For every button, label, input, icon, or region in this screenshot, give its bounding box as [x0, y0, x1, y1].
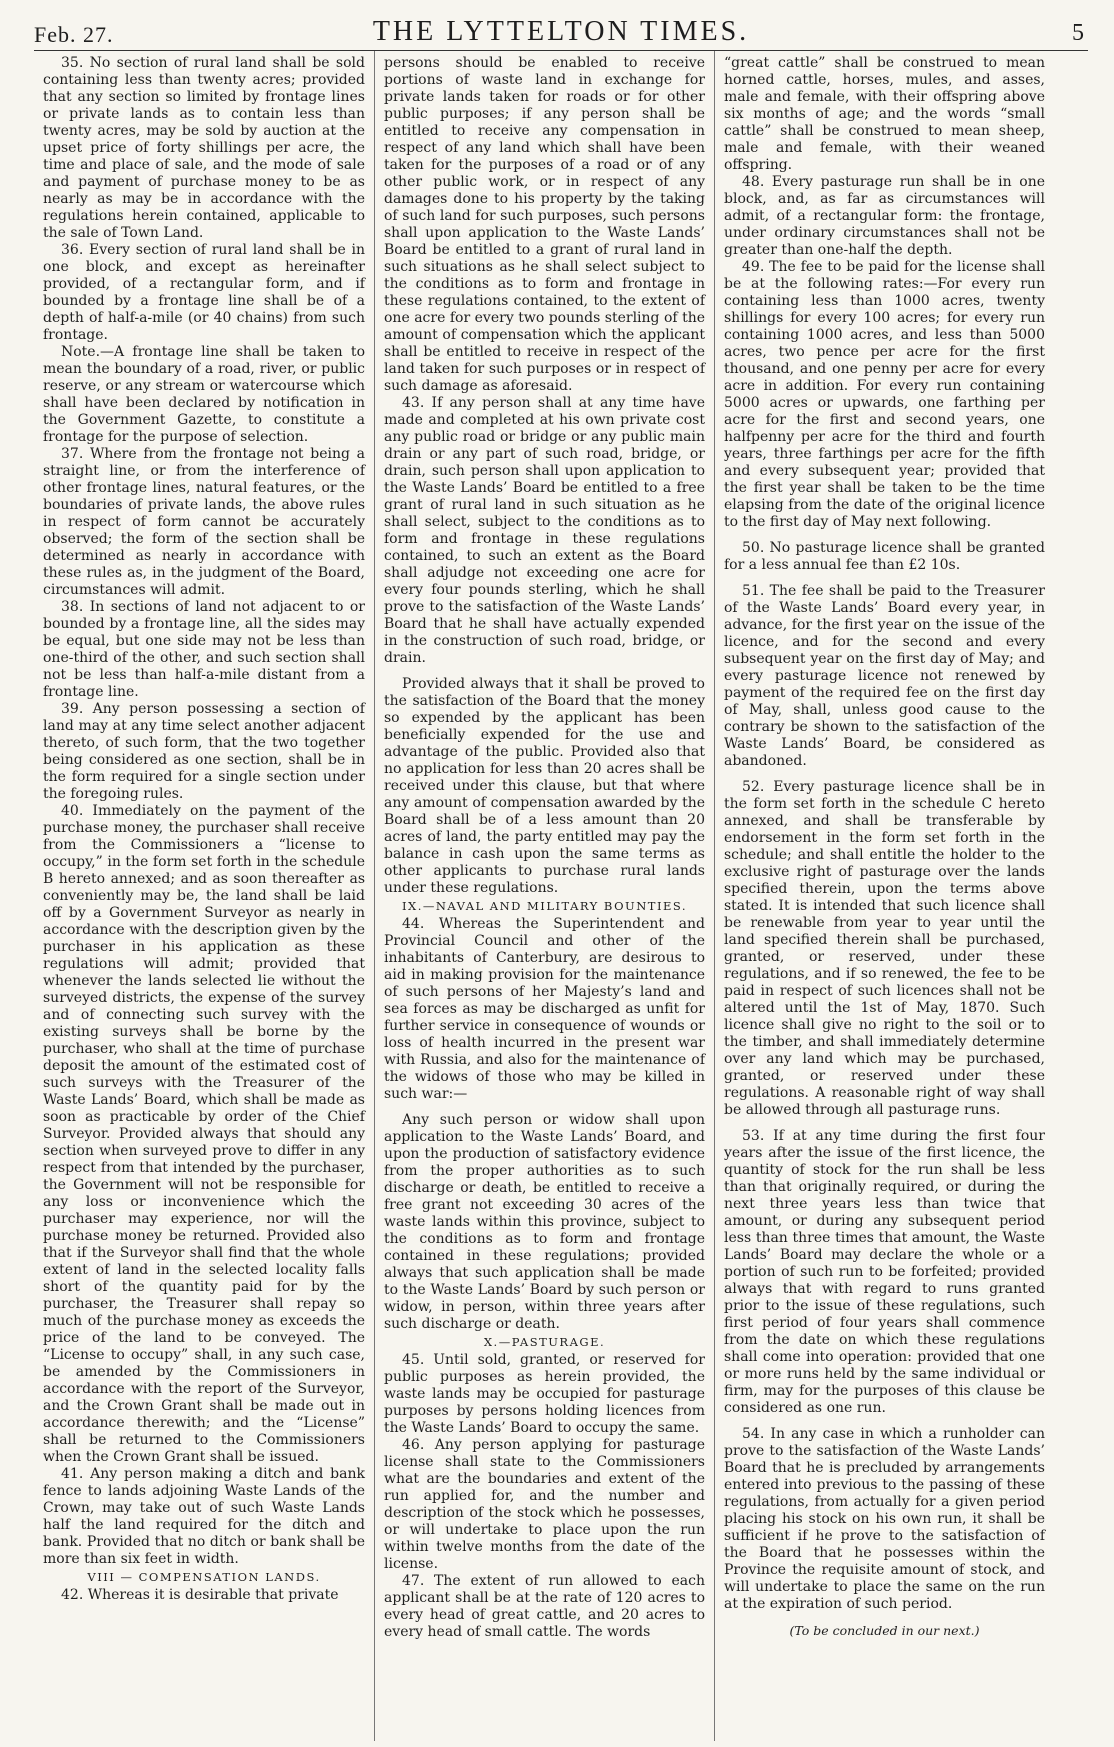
- section-heading-x: X.—PASTURAGE.: [483, 1334, 606, 1349]
- clause-47-start: 47. The extent of run allowed to each applicant shall be at the rate of 120 acres to every head of great cattle, and 20 acres to every head of small cattle. The words: [384, 1572, 705, 1640]
- clause-48: 48. Every pasturage run shall be in one block, and, as far as circumstances will admit, of a rectangular form: the frontage, under ordinary circumstances shall not be greater than one-half the depth.: [724, 174, 1045, 258]
- clause-42-continued: persons should be enabled to receive portions of waste land in exchange for private lands taken for roads or for other public purposes; if any person shall be entitled to receive any compensation in respect of any land which shall have been taken for the purposes of a road or of any other public work, or in respect of any damages done to his property by the taking of such land for such purposes, such persons shall upon application to the Waste Lands’ Board be entitled to a grant of rural land in such situations as he shall select subject to the conditions as to form and frontage in these regulations contained, to the extent of one acre for every two pounds sterling of the amount of compensation which the applicant shall be entitled to receive in respect of the land taken for such purposes or in respect of such damage as aforesaid.: [384, 55, 705, 394]
- clause-51: 51. The fee shall be paid to the Treasurer of the Waste Lands’ Board every year, in advance, for the first year on the issue of the licence, and for the second and every subsequent year on the first day of May; and every pasturage licence not renewed by payment of the required fee on the first day of May, shall, unless good cause to the contrary be shown to the satisfaction of the Waste Lands’ Board, be considered as abandoned.: [724, 583, 1045, 769]
- clause-44: 44. Whereas the Superintendent and Provincial Council and other of the inhabitants of Canterbury, are desirous to aid in making provision for the maintenance of such persons of her Majesty’s land and sea forces as may be discharged as unfit for further service in consequence of wounds or loss of health incurred in the present war with Russia, and also for the maintenance of the widows of those who may be killed in such war:—: [384, 915, 705, 1102]
- clause-49: 49. The fee to be paid for the license shall be at the following rates:—For every run containing less than 1000 acres, twenty shillings for every 100 acres; for every run containing 1000 acres, and less than 5000 acres, two pence per acre for the first thousand, and one penny per acre for every acre in addition. For every run containing 5000 acres or upwards, one farthing per acre for the first and second years, one halfpenny per acre for the third and fourth years, three farthings per acre for the fifth and every subsequent year; provided that the first year shall be taken to be the time elapsing from the date of the original licence to the first day of May next following.: [724, 259, 1045, 530]
- section-heading-ix: IX.—NAVAL AND MILITARY BOUNTIES.: [401, 899, 688, 913]
- article-columns: [34, 50, 1088, 1741]
- clause-40: 40. Immediately on the payment of the purchase money, the purchaser shall receive from the Commissioners a “license to occupy,” in the form set forth in the schedule B hereto annexed; and as soon thereafter as conveniently may be, the land shall be laid off by a Government Surveyor as nearly in accordance with the description given by the purchaser in his application as these regulations will admit; provided that whenever the lands selected lie without the surveyed districts, the expense of the survey and of connecting such survey with the existing surveys shall be borne by the purchaser, who shall at the time of purchase deposit the amount of the estimated cost of such surveys with the Treasurer of the Waste Lands’ Board, which shall be made as soon as practicable by order of the Chief Surveyor. Provided always that should any section when surveyed prove to differ in any respect from that intended by the purchaser, the Government will not be responsible for any loss or inconvenience which the purchaser may experience, nor will the purchase money be returned. Provided also that if the Surveyor shall find that the whole extent of land in the selected locality falls short of the quantity paid for by the purchaser, the Treasurer shall repay so much of the purchase money as exceeds the price of the land to be conveyed. The “License to occupy” shall, in any such case, be amended by the Commissioners in accordance with the report of the Surveyor, and the Crown Grant shall be made out in accordance therewith; and the “License” shall be returned to the Commissioners when the Crown Grant shall be issued.: [43, 803, 365, 1465]
- column-1: [34, 51, 374, 1741]
- clause-42-start: 42. Whereas it is desirable that private: [61, 1586, 339, 1603]
- clause-53: 53. If at any time during the first four years after the issue of the first licence, the quantity of stock for the run shall be less than that originally required, or during the next three years less than twice that amount, or during any subsequent period less than three times that amount, the Waste Lands’ Board may declare the whole or a portion of such run to be forfeited; provided always that with regard to runs granted prior to the issue of these regulations, such first period of four years shall commence from the date on which these regulations shall come into operation: provided that one or more runs held by the same individual or firm, may for the purposes of this clause be considered as one run.: [724, 1128, 1045, 1416]
- section-heading-viii: VIII — COMPENSATION LANDS.: [87, 1570, 321, 1584]
- clause-44-provision: Any such person or widow shall upon application to the Waste Lands’ Board, and upon the production of satisfactory evidence from the proper authorities as to such discharge or death, be entitled to receive a free grant not exceeding 30 acres of the waste lands within this province, subject to the conditions as to form and frontage contained in these regulations; provided always that such application shall be made to the Waste Lands’ Board by such person or widow, in person, within three years after such discharge or death.: [384, 1111, 705, 1332]
- clause-47-continued: “great cattle” shall be construed to mean horned cattle, horses, mules, and asses, male and female, with their offspring above six months of age; and the words “small cattle” shall be construed to mean sheep, male and female, with their weaned offspring.: [724, 55, 1045, 173]
- clause-37: 37. Where from the frontage not being a straight line, or from the interference of other frontage lines, natural features, or the boundaries of private lands, the above rules in respect of form cannot be accurately observed; the form of the section shall be determined as nearly in accordance with these rules as, in the judgment of the Board, circumstances will admit.: [43, 446, 365, 598]
- page-number: 5: [1072, 20, 1084, 46]
- newspaper-title: THE LYTTELTON TIMES.: [372, 16, 750, 47]
- clause-43-proviso: Provided always that it shall be proved to the satisfaction of the Board that the money so expended by the applicant has been beneficially expended for the use and advantage of the public. Provided also that no application for less than 20 acres shall be received under this clause, but that where any amount of compensation awarded by the Board shall be of a less amount than 20 acres of land, the party entitled may pay the balance in cash upon the same terms as other applicants to purchase rural lands under these regulations.: [384, 676, 705, 896]
- column-3: [714, 51, 1054, 1741]
- column-2: [374, 51, 714, 1741]
- issue-date: Feb. 27.: [34, 22, 114, 47]
- clause-39: 39. Any person possessing a section of land may at any time select another adjacent thereto, of such form, that the two together being considered as one section, shall be in the form required for a single section under the foregoing rules.: [43, 701, 365, 802]
- frontage-note: Note.—A frontage line shall be taken to mean the boundary of a road, river, or public reserve, or any stream or watercourse which shall have been declared by notification in the Government Gazette, to constitute a frontage for the purpose of selection.: [43, 344, 365, 445]
- clause-50: 50. No pasturage licence shall be granted for a less annual fee than £2 10s.: [724, 540, 1045, 573]
- clause-43: 43. If any person shall at any time have made and completed at his own private cost any public road or bridge or any public main drain or any part of such road, bridge, or drain, such person shall upon application to the Waste Lands’ Board be entitled to a free grant of rural land in such situation as he shall select, subject to the conditions as to form and frontage in these regulations contained, to such an extent as the Board shall adjudge not exceeding one acre for every four pounds sterling, which he shall prove to the satisfaction of the Waste Lands’ Board that he shall have actually expended in the construction of such road, bridge, or drain.: [384, 395, 705, 666]
- continuation-note: (To be concluded in our next.): [789, 1623, 980, 1638]
- clause-38: 38. In sections of land not adjacent to or bounded by a frontage line, all the sides may be equal, but one side may not be less than one-third of the other, and such section shall not be less than half-a-mile distant from a frontage line.: [43, 599, 365, 700]
- clause-41: 41. Any person making a ditch and bank fence to lands adjoining Waste Lands of the Crown, may take out of such Waste Lands half the land required for the ditch and bank. Provided that no ditch or bank shall be more than six feet in width.: [43, 1466, 365, 1567]
- clause-36: 36. Every section of rural land shall be in one block, and except as hereinafter provided, of a rectangular form, and if bounded by a frontage line shall be of a depth of half-a-mile (or 40 chains) from such frontage.: [43, 242, 365, 343]
- clause-46: 46. Any person applying for pasturage license shall state to the Commissioners what are the boundaries and extent of the run applied for, and the number and description of the stock which he possesses, or will undertake to place upon the run within twelve months from the date of the license.: [384, 1436, 705, 1572]
- clause-45: 45. Until sold, granted, or reserved for public purposes as herein provided, the waste lands may be occupied for pasturage purposes by persons holding licences from the Waste Lands’ Board to occupy the same.: [384, 1351, 705, 1436]
- masthead: [34, 14, 1088, 50]
- clause-54: 54. In any case in which a runholder can prove to the satisfaction of the Waste Lands’ Board that he is precluded by arrangements entered into previous to the passing of these regulations, from actually for a given period placing his stock on his own run, it shall be sufficient if he prove to the satisfaction of the Board that he possesses within the Province the requisite amount of stock, and will undertake to place the same on the run at the expiration of such period.: [724, 1426, 1045, 1612]
- clause-52: 52. Every pasturage licence shall be in the form set forth in the schedule C hereto annexed, and shall be transferable by endorsement in the form set forth in the schedule; and shall entitle the holder to the exclusive right of pasturage over the lands specified therein, upon the terms above stated. It is intended that such licence shall be renewable from year to year until the land specified therein shall be purchased, granted, or reserved, under these regulations, and if so renewed, the fee to be paid in respect of such licences shall not be altered until the 1st of May, 1870. Such licence shall give no right to the soil or to the timber, and shall immediately determine over any land which may be purchased, granted, or reserved under these regulations. A reasonable right of way shall be allowed through all pasturage runs.: [724, 779, 1045, 1118]
- clause-35: 35. No section of rural land shall be sold containing less than twenty acres; provided that any section so limited by frontage lines or private lands as to contain less than twenty acres, may be sold by auction at the upset price of forty shillings per acre, the time and place of sale, and the mode of sale and payment of purchase money to be as nearly as may be in accordance with the regulations herein contained, applicable to the sale of Town Land.: [43, 55, 365, 241]
